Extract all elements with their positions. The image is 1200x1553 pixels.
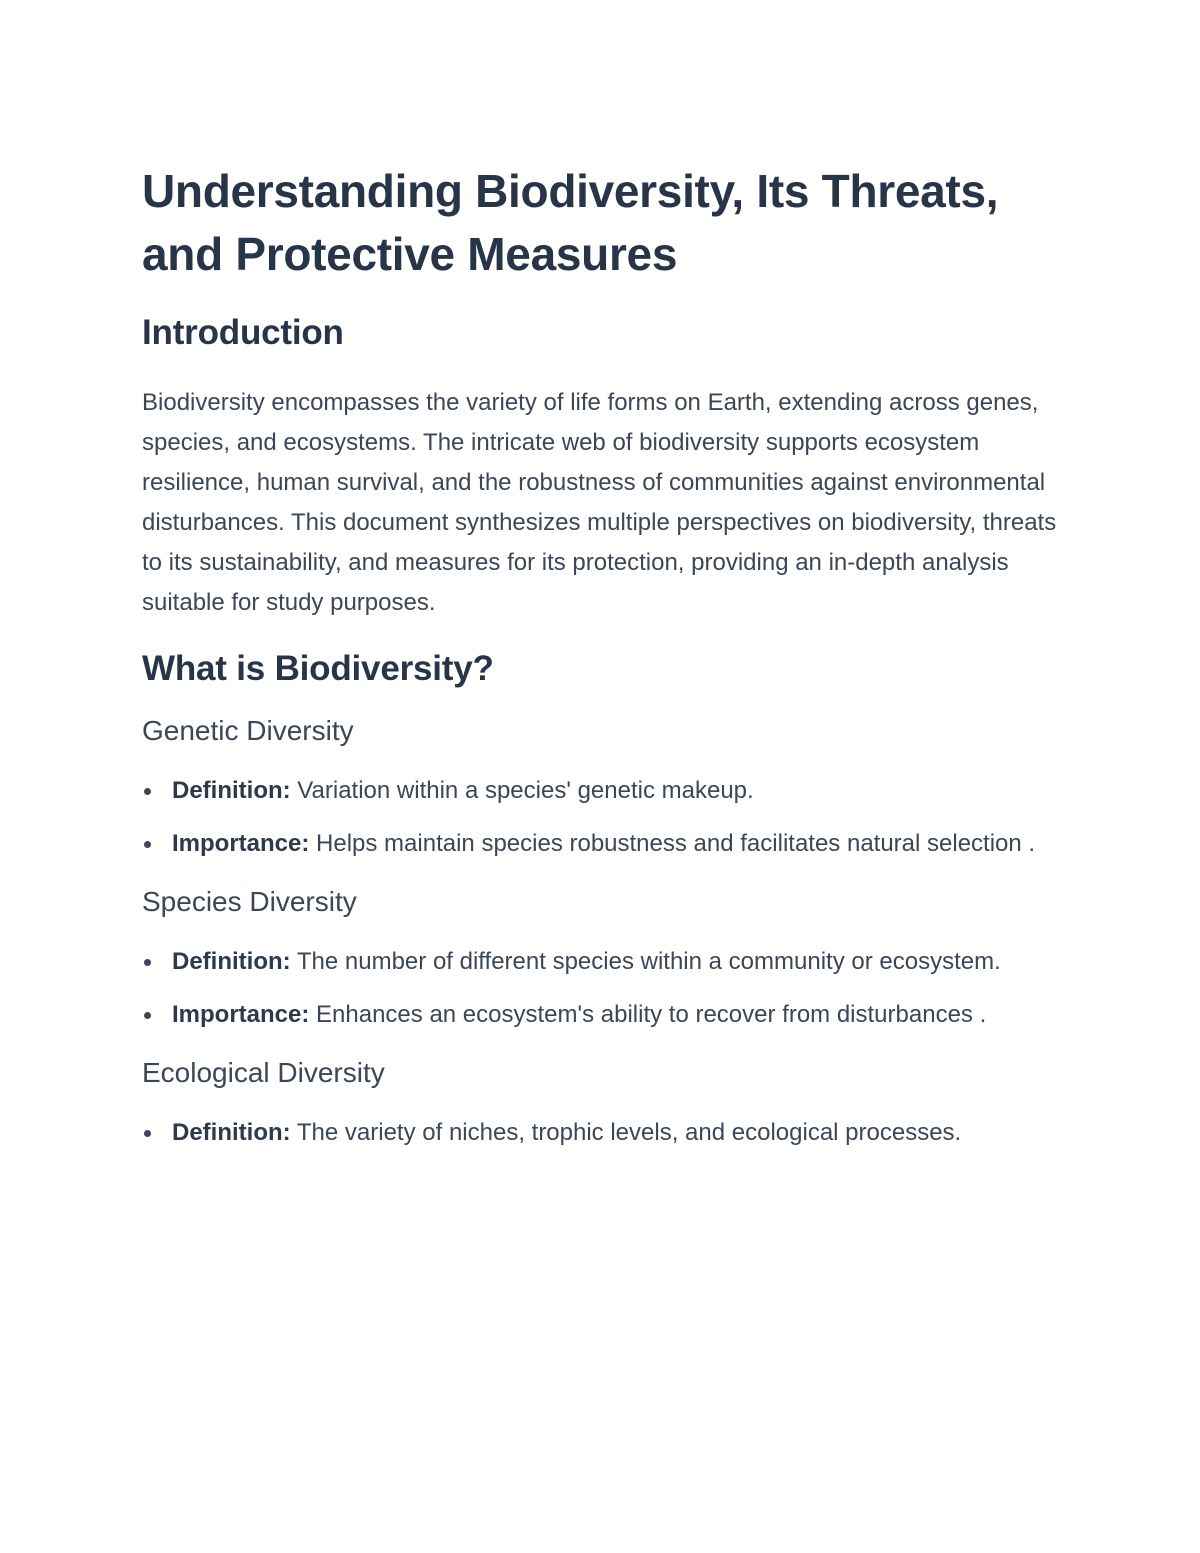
list-item-term: Definition: (172, 777, 291, 804)
list-item-text: Variation within a species' genetic makeup. (290, 777, 754, 804)
list-item (142, 771, 1062, 811)
subsection-heading-ecological-diversity: Ecological Diversity (142, 1057, 385, 1088)
introduction-paragraph: Biodiversity encompasses the variety of life forms on Earth, extending across genes, species, and ecosystems. The intricate web of biodiversity supports ecosystem resilience, human survival, and the robustness of communities against environmental disturbances. This document synthesizes multiple perspectives on biodiversity, threats to its sustainability, and measures for its protection, providing an in-depth analysis suitable for study purposes. (142, 389, 1057, 616)
list-item-term: Definition: (172, 948, 291, 975)
section-heading-what-is-biodiversity: What is Biodiversity? (142, 649, 494, 688)
document-page (142, 160, 1062, 1153)
subsection-heading-species-diversity: Species Diversity (142, 886, 357, 917)
list-item-term: Importance: (172, 830, 310, 857)
genetic-diversity-list (142, 771, 1062, 864)
list-item-term: Definition: (172, 1119, 291, 1146)
list-item (142, 1113, 1062, 1153)
subsection-heading-genetic-diversity: Genetic Diversity (142, 715, 354, 746)
list-item-text: The variety of niches, trophic levels, and ecological processes. (290, 1119, 962, 1146)
list-item-text: Enhances an ecosystem's ability to recover from disturbances . (309, 1001, 987, 1028)
list-item-text: Helps maintain species robustness and facilitates natural selection . (309, 830, 1036, 857)
ecological-diversity-list (142, 1113, 1062, 1153)
list-item (142, 995, 1062, 1035)
list-item (142, 942, 1062, 982)
list-item (142, 824, 1062, 864)
list-item-text: The number of different species within a community or ecosystem. (290, 948, 1001, 975)
section-heading-introduction: Introduction (142, 313, 344, 352)
list-item-term: Importance: (172, 1001, 310, 1028)
document-title: Understanding Biodiversity, Its Threats, and Protective Measures (142, 165, 999, 280)
species-diversity-list (142, 942, 1062, 1035)
